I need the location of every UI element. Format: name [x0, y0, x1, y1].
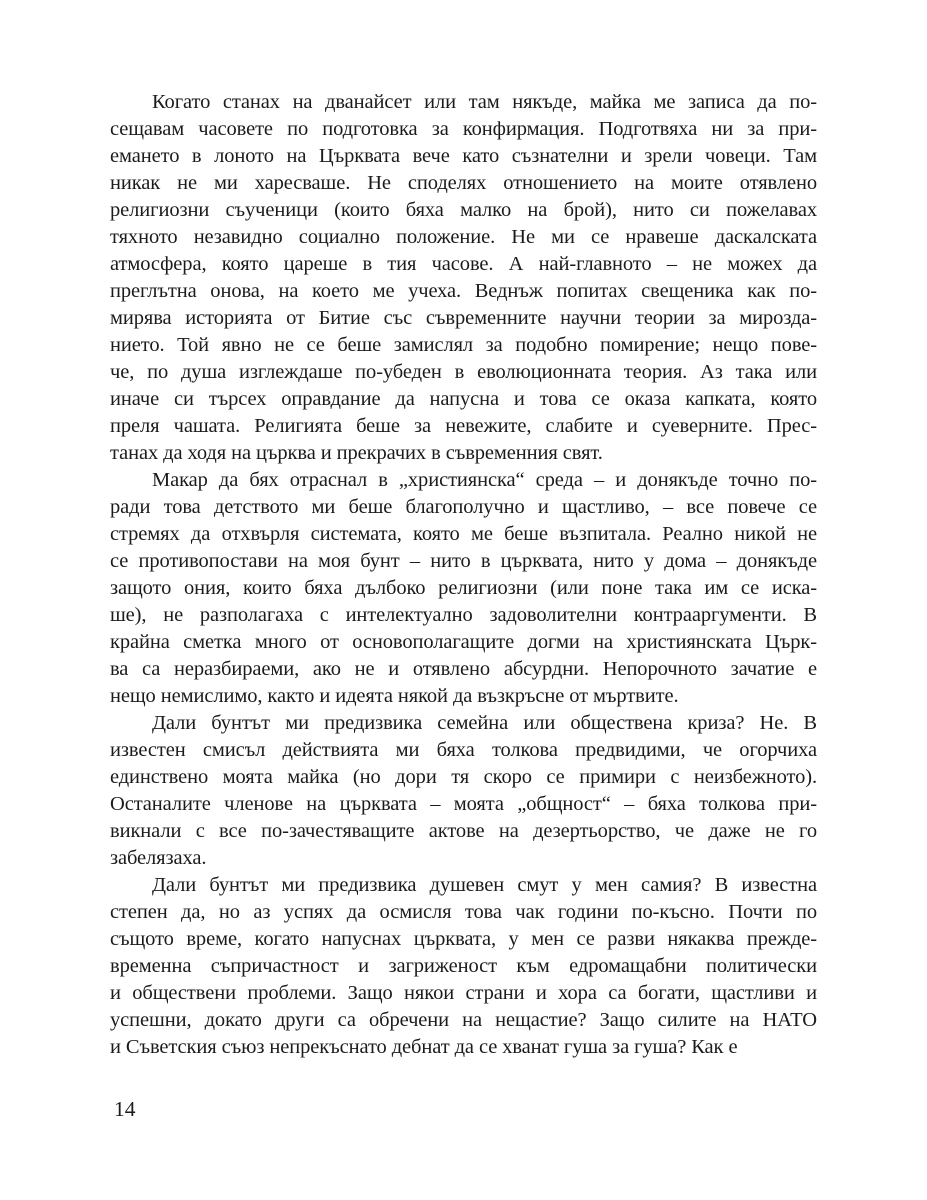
- text-line: Макар да бях отраснал в „християнска“ среда – и донякъде точно по-: [152, 469, 817, 491]
- paragraph: [110, 872, 817, 1061]
- text-line: Дали бунтът ми предизвика семейна или обществена криза? Не. В: [152, 712, 817, 734]
- text-line: забелязаха.: [110, 847, 207, 869]
- text-line: Останалите членове на църквата – моята „общност“ – бяха толкова при-: [110, 793, 817, 815]
- text-line: мирява историята от Битие със съвременните научни теории за мирозда-: [110, 307, 817, 329]
- text-line: степен да, но аз успях да осмисля това чак години по-късно. Почти по: [110, 901, 817, 923]
- text-line: нещо немислимо, както и идеята някой да възкръсне от мъртвите.: [110, 685, 679, 707]
- text-line: ва са неразбираеми, ако не и отявлено абсурдни. Непорочното зачатие е: [110, 658, 817, 680]
- text-line: и обществени проблеми. Защо някои страни и хора са богати, щастливи и: [110, 982, 817, 1004]
- text-line: Когато станах на дванайсет или там някъде, майка ме записа да по-: [152, 91, 817, 113]
- text-line: успешни, докато други са обречени на нещастие? Защо силите на НАТО: [110, 1009, 817, 1031]
- text-line: религиозни съученици (които бяха малко на брой), нито си пожелавах: [110, 199, 817, 221]
- text-line: иначе си търсех оправдание да напусна и това се оказа капката, която: [110, 388, 817, 410]
- text-line: се противопостави на моя бунт – нито в църквата, нито у дома – донякъде: [110, 550, 817, 572]
- text-line: крайна сметка много от основополагащите догми на християнската Църк-: [110, 631, 817, 653]
- text-line: защото ония, които бяха дълбоко религиозни (или поне така им се иска-: [110, 577, 817, 599]
- text-line: преля чашата. Религията беше за невежите, слабите и суеверните. Прес-: [110, 415, 817, 437]
- text-line: известен смисъл действията ми бяха толкова предвидими, че огорчиха: [110, 739, 817, 761]
- text-line: ради това детството ми беше благополучно и щастливо, – все повече се: [110, 496, 817, 518]
- text-line: че, по душа изглеждаше по-убеден в еволюционната теория. Аз така или: [110, 361, 817, 383]
- text-line: временна съпричастност и загриженост към едромащабни политически: [110, 955, 817, 977]
- text-line: преглътна онова, на което ме учеха. Веднъж попитах свещеника как по-: [110, 280, 817, 302]
- text-line: атмосфера, която цареше в тия часове. А най-главното – не можех да: [110, 253, 817, 275]
- paragraph: [110, 89, 817, 467]
- text-line: стремях да отхвърля системата, която ме беше възпитала. Реално никой не: [110, 523, 817, 545]
- text-line: викнали с все по-зачестяващите актове на дезертьорство, че даже не го: [110, 820, 817, 842]
- text-line: емането в лоното на Църквата вече като съзнателни и зрели човеци. Там: [110, 145, 817, 167]
- text-line: Дали бунтът ми предизвика душевен смут у мен самия? В известна: [152, 874, 817, 896]
- page-number: 14: [114, 1097, 136, 1121]
- page-text: [110, 89, 817, 1061]
- text-line: ше), не разполагаха с интелектуално задоволителни контрааргументи. В: [110, 604, 817, 626]
- text-line: тяхното незавидно социално положение. Не ми се нравеше даскалската: [110, 226, 817, 248]
- text-line: никак не ми харесваше. Не споделях отношението на моите отявлено: [110, 172, 817, 194]
- paragraph: [110, 710, 817, 872]
- text-line: единствено моята майка (но дори тя скоро се примири с неизбежното).: [110, 766, 817, 788]
- text-line: танах да ходя на църква и прекрачих в съвременния свят.: [110, 442, 603, 464]
- paragraph: [110, 467, 817, 710]
- text-line: и Съветския съюз непрекъснато дебнат да се хванат гуша за гуша? Как е: [110, 1036, 738, 1058]
- text-line: сещавам часовете по подготовка за конфирмация. Подготвяха ни за при-: [110, 118, 817, 140]
- text-line: същото време, когато напуснах църквата, у мен се разви някаква прежде-: [110, 928, 817, 950]
- text-line: нието. Той явно не се беше замислял за подобно помирение; нещо пове-: [110, 334, 817, 356]
